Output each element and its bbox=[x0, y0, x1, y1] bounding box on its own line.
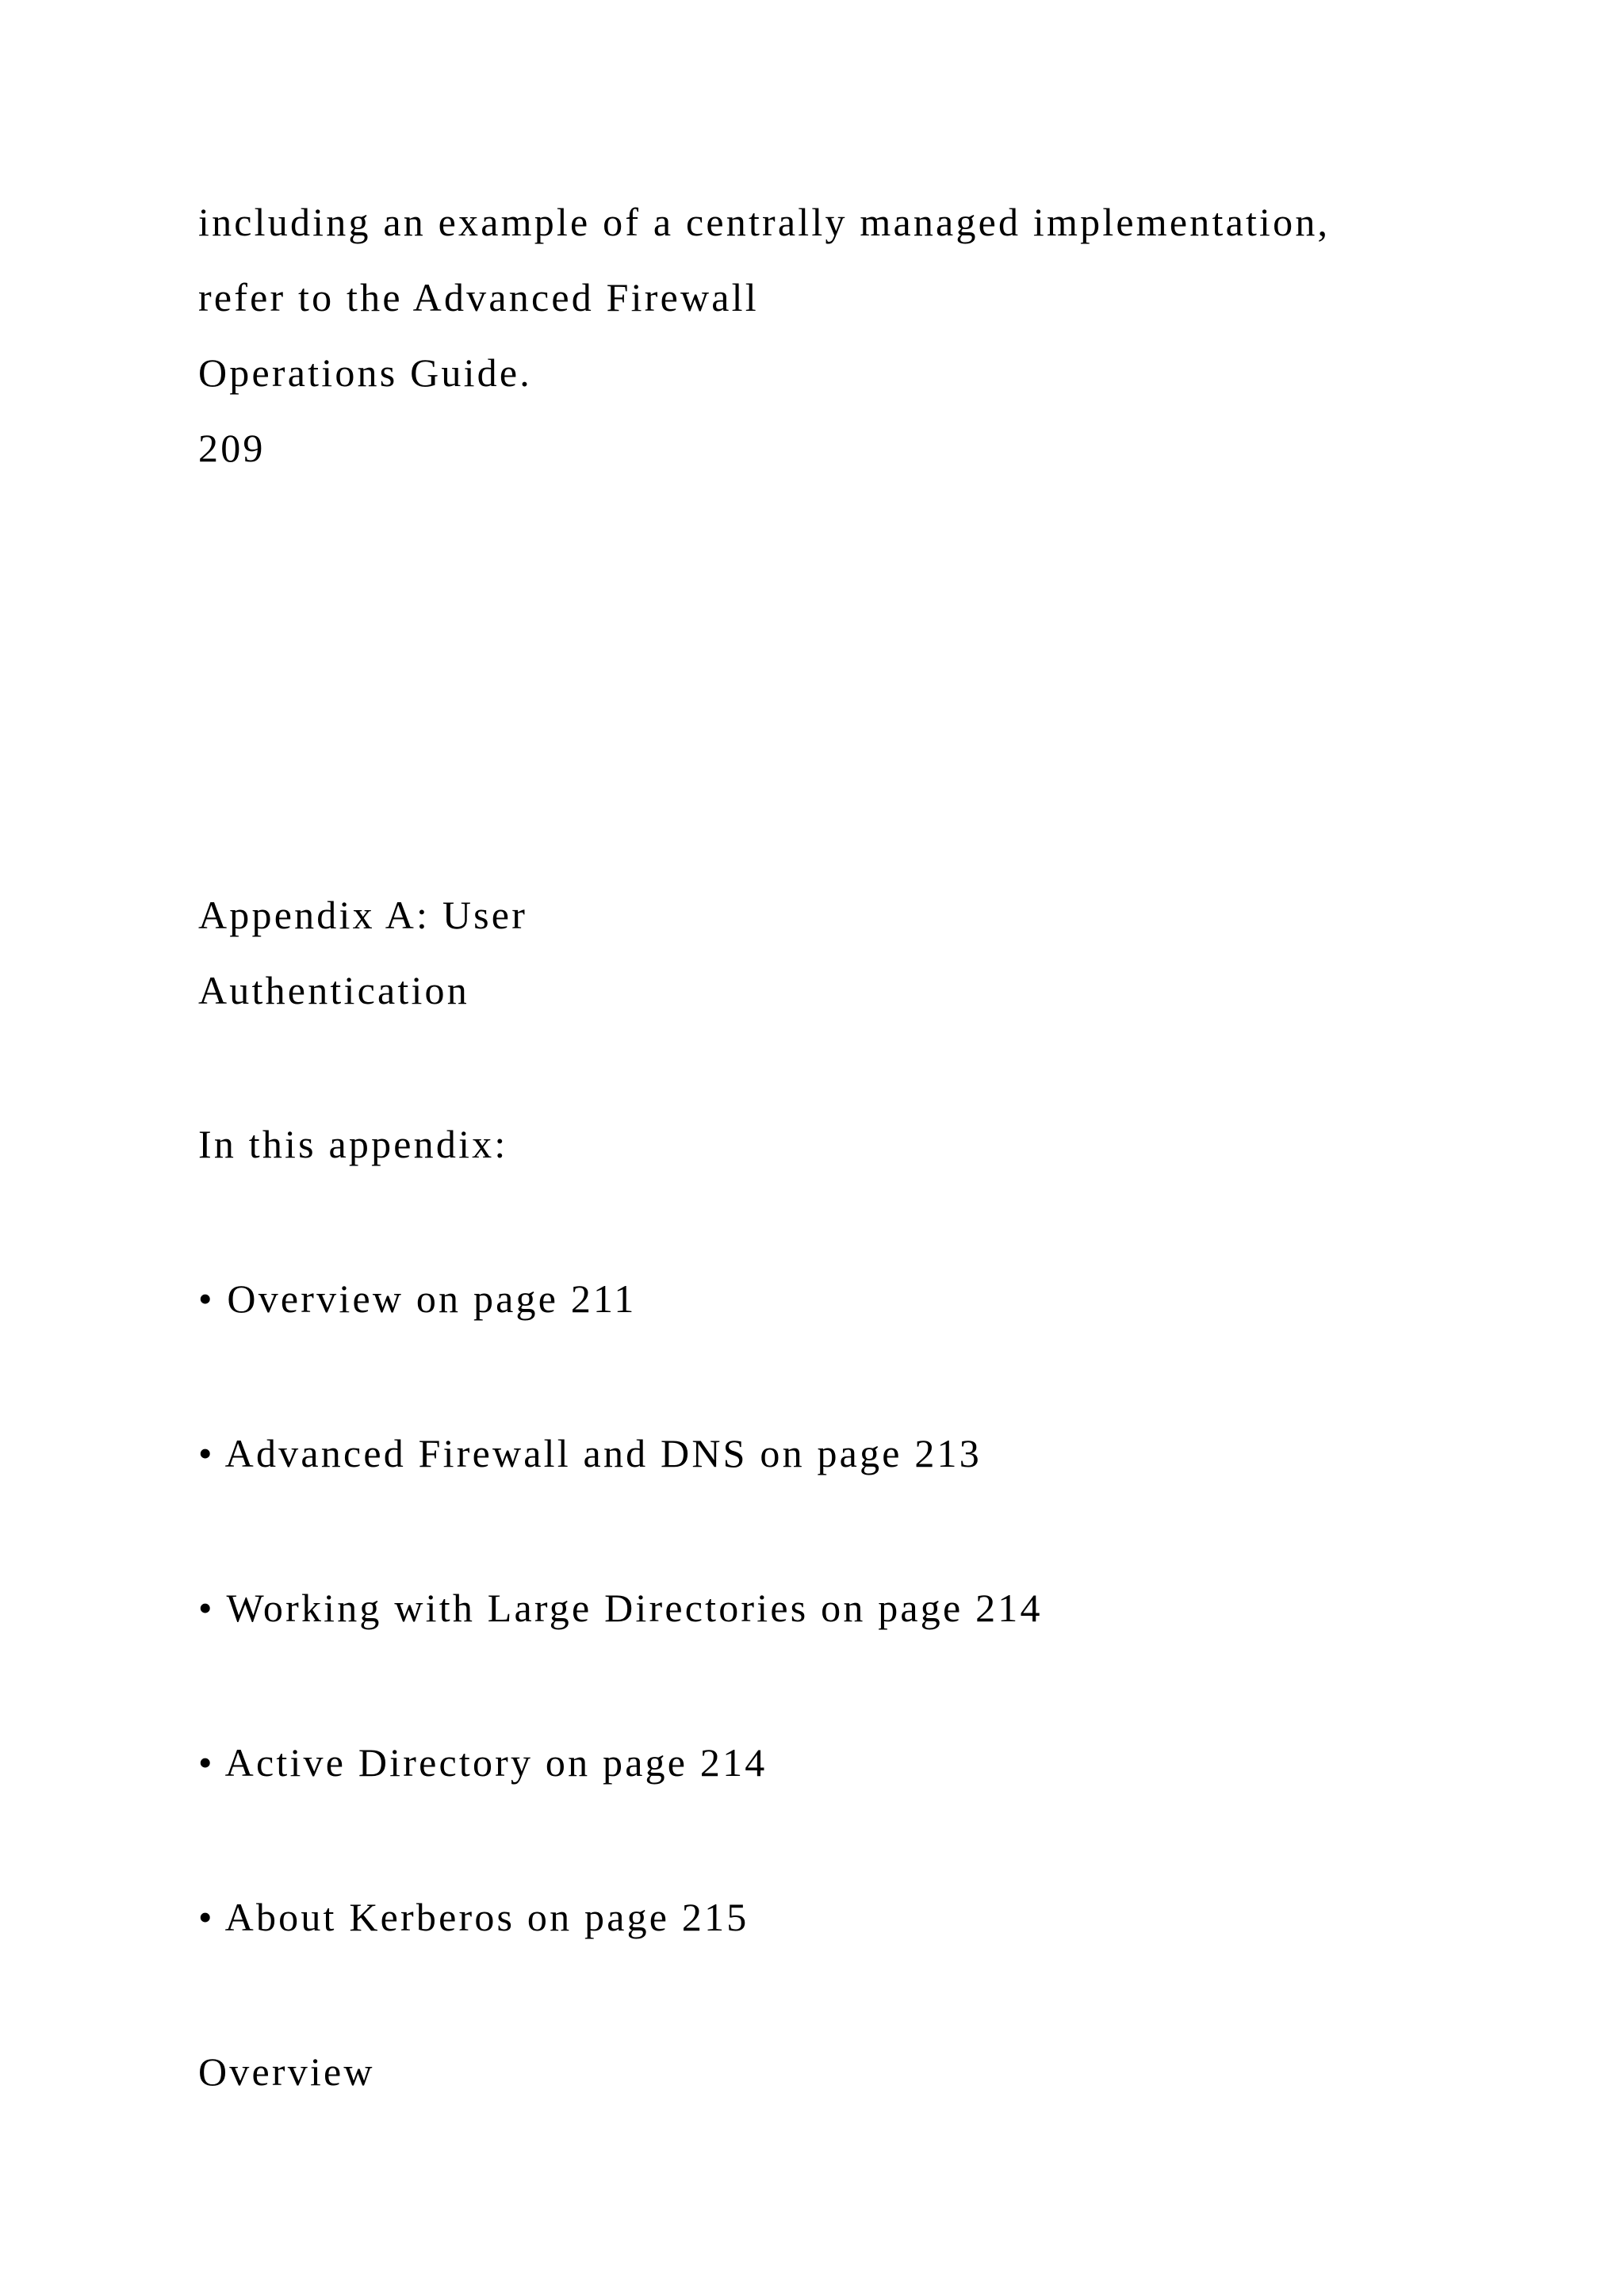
appendix-title-line-1: Appendix A: User bbox=[198, 893, 528, 937]
toc-item-large-directories[interactable]: • Working with Large Directories on page 214 bbox=[198, 1586, 1043, 1630]
toc-item-active-directory[interactable]: • Active Directory on page 214 bbox=[198, 1740, 768, 1785]
toc-item-overview[interactable]: • Overview on page 211 bbox=[198, 1276, 637, 1321]
toc-item-kerberos[interactable]: • About Kerberos on page 215 bbox=[198, 1895, 749, 1939]
intro-line-1: including an example of a centrally managed implementation, bbox=[198, 200, 1331, 244]
in-this-appendix-label: In this appendix: bbox=[198, 1122, 508, 1166]
toc-item-firewall-dns[interactable]: • Advanced Firewall and DNS on page 213 bbox=[198, 1431, 982, 1475]
intro-line-2: refer to the Advanced Firewall bbox=[198, 275, 759, 320]
section-heading-overview: Overview bbox=[198, 2049, 375, 2094]
appendix-title-line-2: Authentication bbox=[198, 968, 469, 1012]
page-number: 209 bbox=[198, 426, 266, 470]
intro-line-3: Operations Guide. bbox=[198, 350, 532, 395]
